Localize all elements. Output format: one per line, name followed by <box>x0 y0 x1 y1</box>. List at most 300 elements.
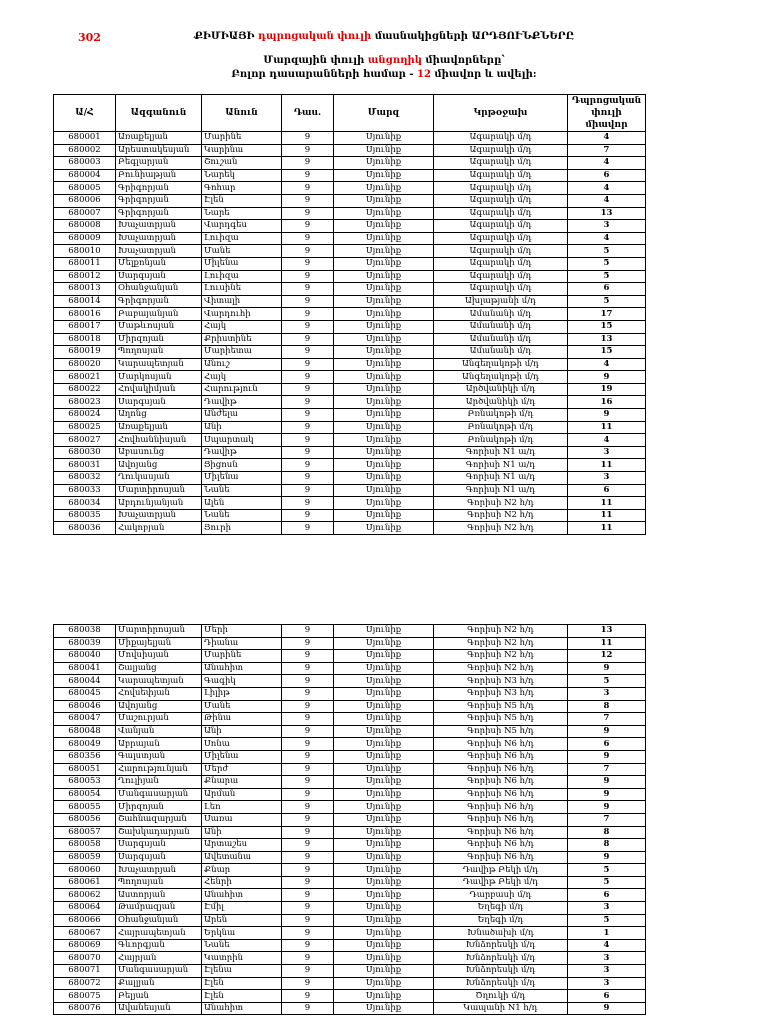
score-cell: 4 <box>568 434 646 447</box>
surname-cell: Խաչատրյան <box>116 509 202 522</box>
table-row <box>54 371 646 384</box>
surname-cell: Խաչատրյան <box>116 864 202 877</box>
score-cell: 11 <box>568 459 646 472</box>
grade-cell: 9 <box>282 927 334 940</box>
name-cell: Լիլիթ <box>202 687 282 700</box>
score-cell: 6 <box>568 169 646 182</box>
school-cell: Ամանանի մ/դ <box>434 308 568 321</box>
id-cell: 680076 <box>54 1002 116 1015</box>
region-cell: Սյունիք <box>334 497 434 510</box>
header-surname: Ազգանուն <box>116 95 202 132</box>
surname-cell: Շալյանց <box>116 662 202 675</box>
name-cell: Անահիտ <box>202 889 282 902</box>
region-cell: Սյունիք <box>334 144 434 157</box>
grade-cell: 9 <box>282 851 334 864</box>
name-cell: Արտաշես <box>202 839 282 852</box>
table-row <box>54 713 646 726</box>
surname-cell: Հովսեփյան <box>116 687 202 700</box>
name-cell: Մարիետա <box>202 346 282 359</box>
grade-cell: 9 <box>282 333 334 346</box>
score-cell: 15 <box>568 320 646 333</box>
school-cell: Դարբասի մ/դ <box>434 889 568 902</box>
id-cell: 680035 <box>54 509 116 522</box>
score-cell: 11 <box>568 497 646 510</box>
region-cell: Սյունիք <box>334 990 434 1003</box>
grade-cell: 9 <box>282 801 334 814</box>
grade-cell: 9 <box>282 497 334 510</box>
score-cell: 3 <box>568 472 646 485</box>
grade-cell: 9 <box>282 396 334 409</box>
id-cell: 680031 <box>54 459 116 472</box>
name-cell: Անի <box>202 826 282 839</box>
region-cell: Սյունիք <box>334 813 434 826</box>
school-cell: Խնձորեսկի մ/դ <box>434 939 568 952</box>
surname-cell: Աբդունյանյան <box>116 497 202 510</box>
name-cell: Միլենա <box>202 257 282 270</box>
results-table-2 <box>53 624 646 1015</box>
region-cell: Սյունիք <box>334 637 434 650</box>
surname-cell: Գրիգորյան <box>116 207 202 220</box>
surname-cell: Հովհաննիսյան <box>116 434 202 447</box>
id-cell: 680048 <box>54 725 116 738</box>
table-row <box>54 459 646 472</box>
region-cell: Սյունիք <box>334 977 434 990</box>
table-row <box>54 700 646 713</box>
name-cell: Էմիլ <box>202 902 282 915</box>
school-cell: Գորիսի N3 հ/դ <box>434 687 568 700</box>
surname-cell: Կարապետյան <box>116 358 202 371</box>
surname-cell: Ավանեսյան <box>116 1002 202 1015</box>
surname-cell: Աբրայան <box>116 738 202 751</box>
grade-cell: 9 <box>282 625 334 638</box>
grade-cell: 9 <box>282 245 334 258</box>
table-row <box>54 750 646 763</box>
score-cell: 9 <box>568 851 646 864</box>
score-cell: 19 <box>568 383 646 396</box>
school-cell: Ագարակի մ/դ <box>434 194 568 207</box>
region-cell: Սյունիք <box>334 939 434 952</box>
surname-cell: Բելյան <box>116 990 202 1003</box>
id-cell: 680046 <box>54 700 116 713</box>
region-cell: Սյունիք <box>334 851 434 864</box>
table-row <box>54 320 646 333</box>
region-cell: Սյունիք <box>334 750 434 763</box>
name-cell: Անի <box>202 725 282 738</box>
school-cell: Գորիսի N6 հ/դ <box>434 776 568 789</box>
subtitle1-part1: Մարզային փուլի <box>263 55 368 66</box>
school-cell: Գորիսի N1 ա/դ <box>434 446 568 459</box>
id-cell: 680075 <box>54 990 116 1003</box>
table-row <box>54 977 646 990</box>
grade-cell: 9 <box>282 270 334 283</box>
region-cell: Սյունիք <box>334 459 434 472</box>
table-row <box>54 889 646 902</box>
name-cell: Արման <box>202 788 282 801</box>
id-cell: 680049 <box>54 738 116 751</box>
grade-cell: 9 <box>282 990 334 1003</box>
table-header-row <box>54 95 646 132</box>
score-cell: 9 <box>568 776 646 789</box>
header-score: Դպրոցական փուլի միավոր <box>568 95 646 132</box>
surname-cell: Շախկադարյան <box>116 826 202 839</box>
school-cell: Գորիսի N1 ա/դ <box>434 484 568 497</box>
id-cell: 680055 <box>54 801 116 814</box>
school-cell: Գորիսի N6 հ/դ <box>434 813 568 826</box>
grade-cell: 9 <box>282 826 334 839</box>
id-cell: 680023 <box>54 396 116 409</box>
name-cell: Նարե <box>202 207 282 220</box>
id-cell: 680056 <box>54 813 116 826</box>
name-cell: Հայկ <box>202 320 282 333</box>
region-cell: Սյունիք <box>334 1002 434 1015</box>
school-cell: Գորիսի N2 հ/դ <box>434 509 568 522</box>
school-cell: Արծվանիկի մ/դ <box>434 383 568 396</box>
grade-cell: 9 <box>282 346 334 359</box>
school-cell: Գորիսի N6 հ/դ <box>434 738 568 751</box>
grade-cell: 9 <box>282 675 334 688</box>
region-cell: Սյունիք <box>334 169 434 182</box>
results-table-1 <box>53 94 646 535</box>
name-cell: Քրիստինե <box>202 333 282 346</box>
name-cell: Լեո <box>202 801 282 814</box>
grade-cell: 9 <box>282 889 334 902</box>
surname-cell: Առաքելյան <box>116 421 202 434</box>
table-row <box>54 245 646 258</box>
grade-cell: 9 <box>282 650 334 663</box>
region-cell: Սյունիք <box>334 320 434 333</box>
region-cell: Սյունիք <box>334 383 434 396</box>
region-cell: Սյունիք <box>334 927 434 940</box>
id-cell: 680030 <box>54 446 116 459</box>
table-row <box>54 472 646 485</box>
grade-cell: 9 <box>282 484 334 497</box>
school-cell: Գորիսի N1 ա/դ <box>434 472 568 485</box>
id-cell: 680019 <box>54 346 116 359</box>
score-cell: 6 <box>568 990 646 1003</box>
score-cell: 9 <box>568 750 646 763</box>
page-number: 302 <box>78 31 101 44</box>
score-cell: 13 <box>568 625 646 638</box>
surname-cell: Արեստակեսյան <box>116 144 202 157</box>
region-cell: Սյունիք <box>334 434 434 447</box>
school-cell: Գորիսի N2 հ/դ <box>434 497 568 510</box>
score-cell: 9 <box>568 801 646 814</box>
table-row <box>54 295 646 308</box>
region-cell: Սյունիք <box>334 358 434 371</box>
name-cell: Գոհար <box>202 182 282 195</box>
surname-cell: Միրզոյան <box>116 801 202 814</box>
surname-cell: Մարկոսյան <box>116 371 202 384</box>
table-row <box>54 409 646 422</box>
score-cell: 9 <box>568 725 646 738</box>
score-cell: 4 <box>568 939 646 952</box>
grade-cell: 9 <box>282 839 334 852</box>
id-cell: 680004 <box>54 169 116 182</box>
score-cell: 5 <box>568 270 646 283</box>
table-row <box>54 497 646 510</box>
surname-cell: Օհանջանյան <box>116 914 202 927</box>
id-cell: 680072 <box>54 977 116 990</box>
table-row <box>54 990 646 1003</box>
name-cell: Հայկ <box>202 371 282 384</box>
id-cell: 680012 <box>54 270 116 283</box>
table-row <box>54 876 646 889</box>
table-row <box>54 132 646 145</box>
table-row <box>54 813 646 826</box>
id-cell: 680038 <box>54 625 116 638</box>
score-cell: 7 <box>568 713 646 726</box>
score-cell: 15 <box>568 346 646 359</box>
name-cell: Երկնա <box>202 927 282 940</box>
school-cell: Ագարակի մ/դ <box>434 157 568 170</box>
grade-cell: 9 <box>282 914 334 927</box>
surname-cell: Բունիաթյան <box>116 169 202 182</box>
id-cell: 680356 <box>54 750 116 763</box>
id-cell: 680005 <box>54 182 116 195</box>
surname-cell: Աբասունց <box>116 446 202 459</box>
surname-cell: Գալստյան <box>116 750 202 763</box>
header-region: Մարզ <box>334 95 434 132</box>
school-cell: Գորիսի N6 հ/դ <box>434 826 568 839</box>
score-cell: 3 <box>568 902 646 915</box>
surname-cell: Վանյան <box>116 725 202 738</box>
id-cell: 680036 <box>54 522 116 535</box>
id-cell: 680022 <box>54 383 116 396</box>
region-cell: Սյունիք <box>334 801 434 814</box>
table-row <box>54 421 646 434</box>
region-cell: Սյունիք <box>334 207 434 220</box>
table-row <box>54 283 646 296</box>
surname-cell: Մաշուրյան <box>116 713 202 726</box>
score-cell: 8 <box>568 826 646 839</box>
name-cell: Էլենա <box>202 965 282 978</box>
name-cell: Դիանա <box>202 637 282 650</box>
score-cell: 6 <box>568 484 646 497</box>
school-cell: Անգեղակոթի մ/դ <box>434 358 568 371</box>
subtitle2-part3: միավոր և ավելի: <box>430 69 537 80</box>
name-cell: Էլեն <box>202 990 282 1003</box>
table-row <box>54 522 646 535</box>
id-cell: 680066 <box>54 914 116 927</box>
name-cell: Նանե <box>202 484 282 497</box>
grade-cell: 9 <box>282 132 334 145</box>
id-cell: 680021 <box>54 371 116 384</box>
region-cell: Սյունիք <box>334 270 434 283</box>
school-cell: Ագարակի մ/դ <box>434 144 568 157</box>
table-row <box>54 509 646 522</box>
school-cell: Ամանանի մ/դ <box>434 320 568 333</box>
score-cell: 8 <box>568 839 646 852</box>
surname-cell: Գրիգորյան <box>116 182 202 195</box>
score-cell: 8 <box>568 700 646 713</box>
surname-cell: Պողոսյան <box>116 876 202 889</box>
school-cell: Բռնակոթի մ/դ <box>434 434 568 447</box>
name-cell: Անի <box>202 421 282 434</box>
table-row <box>54 738 646 751</box>
id-cell: 680009 <box>54 232 116 245</box>
score-cell: 3 <box>568 687 646 700</box>
surname-cell: Աստորյան <box>116 889 202 902</box>
score-cell: 4 <box>568 182 646 195</box>
region-cell: Սյունիք <box>334 522 434 535</box>
grade-cell: 9 <box>282 687 334 700</box>
grade-cell: 9 <box>282 509 334 522</box>
table-row <box>54 484 646 497</box>
school-cell: Գորիսի N2 հ/դ <box>434 637 568 650</box>
id-cell: 680003 <box>54 157 116 170</box>
school-cell: Գորիսի N2 հ/դ <box>434 625 568 638</box>
score-cell: 4 <box>568 232 646 245</box>
surname-cell: Թամրազյան <box>116 902 202 915</box>
id-cell: 680070 <box>54 952 116 965</box>
region-cell: Սյունիք <box>334 763 434 776</box>
region-cell: Սյունիք <box>334 346 434 359</box>
id-cell: 680014 <box>54 295 116 308</box>
score-cell: 11 <box>568 522 646 535</box>
surname-cell: Օհանջանյան <box>116 283 202 296</box>
grade-cell: 9 <box>282 220 334 233</box>
table-row <box>54 169 646 182</box>
school-cell: Գորիսի N5 հ/դ <box>434 725 568 738</box>
id-cell: 680016 <box>54 308 116 321</box>
surname-cell: Ավոյանց <box>116 459 202 472</box>
name-cell: Մանե <box>202 245 282 258</box>
surname-cell: Ավոյանց <box>116 700 202 713</box>
region-cell: Սյունիք <box>334 220 434 233</box>
surname-cell: Հովակիմյան <box>116 383 202 396</box>
grade-cell: 9 <box>282 522 334 535</box>
table-row <box>54 270 646 283</box>
score-cell: 13 <box>568 333 646 346</box>
score-cell: 3 <box>568 220 646 233</box>
surname-cell: Մաթևոսյան <box>116 320 202 333</box>
name-cell: Դավիթ <box>202 446 282 459</box>
grade-cell: 9 <box>282 446 334 459</box>
grade-cell: 9 <box>282 320 334 333</box>
grade-cell: 9 <box>282 182 334 195</box>
table-row <box>54 207 646 220</box>
id-cell: 680033 <box>54 484 116 497</box>
school-cell: Գորիսի N3 հ/դ <box>434 675 568 688</box>
score-cell: 16 <box>568 396 646 409</box>
school-cell: Գորիսի N6 հ/դ <box>434 801 568 814</box>
region-cell: Սյունիք <box>334 257 434 270</box>
score-cell: 6 <box>568 738 646 751</box>
grade-cell: 9 <box>282 257 334 270</box>
id-cell: 680024 <box>54 409 116 422</box>
table-row <box>54 902 646 915</box>
table-row <box>54 194 646 207</box>
header-id: Ա/Հ <box>54 95 116 132</box>
surname-cell: Ղուկասյան <box>116 472 202 485</box>
grade-cell: 9 <box>282 763 334 776</box>
school-cell: Խնձորեսկի մ/դ <box>434 977 568 990</box>
table-row <box>54 801 646 814</box>
id-cell: 680008 <box>54 220 116 233</box>
school-cell: Բռնակոթի մ/դ <box>434 421 568 434</box>
grade-cell: 9 <box>282 232 334 245</box>
title-part1: ՔԻՄԻԱՅԻ <box>194 31 258 42</box>
region-cell: Սյունիք <box>334 662 434 675</box>
surname-cell: Գևորգյան <box>116 939 202 952</box>
title-part2: դպրոցական փուլի <box>258 31 372 42</box>
score-cell: 12 <box>568 650 646 663</box>
score-cell: 11 <box>568 509 646 522</box>
score-cell: 3 <box>568 977 646 990</box>
surname-cell: Հայրապետյան <box>116 927 202 940</box>
school-cell: Գորիսի N6 հ/դ <box>434 763 568 776</box>
region-cell: Սյունիք <box>334 283 434 296</box>
id-cell: 680020 <box>54 358 116 371</box>
region-cell: Սյունիք <box>334 132 434 145</box>
grade-cell: 9 <box>282 472 334 485</box>
score-cell: 7 <box>568 144 646 157</box>
grade-cell: 9 <box>282 157 334 170</box>
grade-cell: 9 <box>282 371 334 384</box>
grade-cell: 9 <box>282 169 334 182</box>
id-cell: 680034 <box>54 497 116 510</box>
table-row <box>54 257 646 270</box>
score-cell: 4 <box>568 194 646 207</box>
table-row <box>54 358 646 371</box>
grade-cell: 9 <box>282 383 334 396</box>
region-cell: Սյունիք <box>334 687 434 700</box>
school-cell: Դավիթ Բեկի մ/դ <box>434 864 568 877</box>
name-cell: Վիտալի <box>202 295 282 308</box>
grade-cell: 9 <box>282 194 334 207</box>
score-cell: 1 <box>568 927 646 940</box>
region-cell: Սյունիք <box>334 232 434 245</box>
region-cell: Սյունիք <box>334 157 434 170</box>
region-cell: Սյունիք <box>334 864 434 877</box>
score-cell: 13 <box>568 207 646 220</box>
name-cell: Թինա <box>202 713 282 726</box>
region-cell: Սյունիք <box>334 876 434 889</box>
subtitle1-part3: միավորները՝ <box>421 55 505 66</box>
surname-cell: Պողոսյան <box>116 346 202 359</box>
grade-cell: 9 <box>282 952 334 965</box>
id-cell: 680067 <box>54 927 116 940</box>
id-cell: 680027 <box>54 434 116 447</box>
name-cell: Յուրի <box>202 522 282 535</box>
region-cell: Սյունիք <box>334 182 434 195</box>
school-cell: Գորիսի N6 հ/դ <box>434 839 568 852</box>
school-cell: Խնձորեսկի մ/դ <box>434 952 568 965</box>
id-cell: 680011 <box>54 257 116 270</box>
name-cell: Մերի <box>202 625 282 638</box>
region-cell: Սյունիք <box>334 826 434 839</box>
region-cell: Սյունիք <box>334 738 434 751</box>
name-cell: Մարինե <box>202 132 282 145</box>
name-cell: Դավիթ <box>202 396 282 409</box>
table-row <box>54 864 646 877</box>
school-cell: Ագարակի մ/դ <box>434 270 568 283</box>
school-cell: Կապանի N1 հ/դ <box>434 1002 568 1015</box>
id-cell: 680007 <box>54 207 116 220</box>
region-cell: Սյունիք <box>334 371 434 384</box>
school-cell: Ագարակի մ/դ <box>434 169 568 182</box>
school-cell: Գորիսի N6 հ/դ <box>434 750 568 763</box>
score-cell: 11 <box>568 637 646 650</box>
title-part3: մասնակիցների ԱՐԴՅՈՒՆՔՆԵՐԸ <box>371 31 574 42</box>
id-cell: 680059 <box>54 851 116 864</box>
score-cell: 17 <box>568 308 646 321</box>
region-cell: Սյունիք <box>334 675 434 688</box>
surname-cell: Միրզոյան <box>116 333 202 346</box>
table-row <box>54 851 646 864</box>
surname-cell: Սարգսյան <box>116 396 202 409</box>
grade-cell: 9 <box>282 434 334 447</box>
